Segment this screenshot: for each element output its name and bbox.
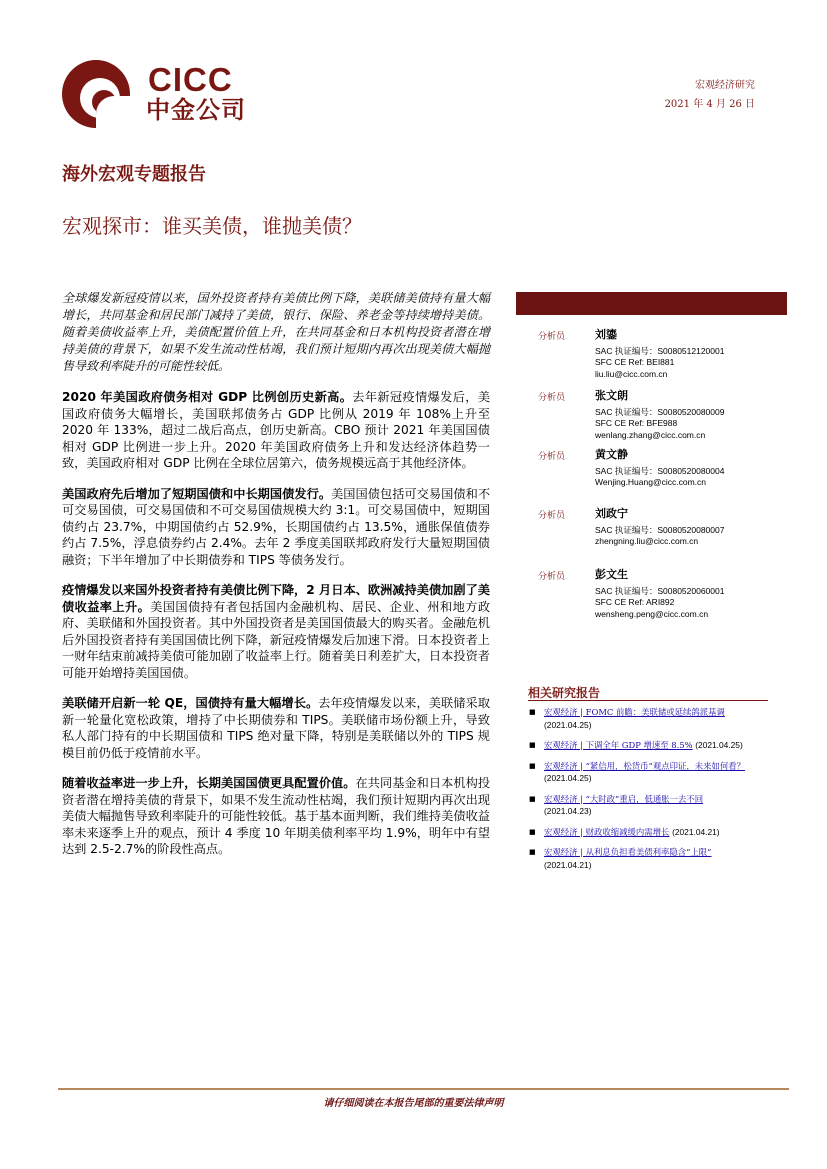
body-paragraph — [62, 775, 490, 858]
cicc-logo-icon — [60, 58, 132, 130]
related-report-date: (2021.04.21) — [672, 826, 720, 837]
list-item — [528, 760, 772, 785]
analyst-email[interactable]: Wenjing.Huang@cicc.com.cn — [595, 477, 706, 487]
paragraph-text: 美国国债持有者包括国内金融机构、居民、企业、州和地方政府、美联储和外国投资者。其中外国投资者是美国国债最大的购买者。金融危机后外国投资者持有美国国债比例下降，新冠疫情爆发后加速下滑。日本投资者上一财年结束前减持美债可能加剧了收益率上行。随着美日利差扩大，日本投资者可能开始增持美国国债。 — [62, 599, 491, 680]
footer-divider — [58, 1088, 789, 1090]
analyst-role: 分析员 — [538, 511, 566, 521]
paragraph-lead: 美国政府先后增加了短期国债和中长期国债发行。 — [62, 486, 332, 501]
analyst-sfc: SFC CE Ref: BEI881 — [595, 357, 675, 367]
logo-text-en: CICC — [148, 61, 233, 98]
list-item — [528, 793, 772, 818]
body-paragraph — [62, 486, 490, 569]
list-item — [528, 826, 772, 839]
sidebar-header-bar — [516, 292, 787, 315]
related-report-date: (2021.04.23) — [544, 806, 592, 816]
report-series: 海外宏观专题报告 — [62, 164, 206, 185]
list-item — [528, 739, 772, 752]
body-paragraph — [62, 582, 490, 681]
paragraph-lead: 2020 年美国政府债务相对 GDP 比例创历史新高。 — [62, 390, 353, 404]
list-item — [528, 846, 772, 871]
analyst-role: 分析员 — [538, 452, 566, 462]
paragraph-lead: 随着收益率进一步上升，长期美国国债更具配置价值。 — [62, 776, 356, 790]
analyst-sac: SAC 执证编号：S0080520080009 — [595, 407, 725, 417]
analyst-email[interactable]: wensheng.peng@cicc.com.cn — [595, 609, 709, 619]
analyst-name: 刘政宁 — [595, 507, 628, 520]
analyst-name: 黄文静 — [595, 448, 628, 461]
paragraph-lead: 疫情爆发以来国外投资者持有美债比例下降，2 月日本、欧洲减持美债加剧了美债收益率上升。 — [62, 583, 490, 614]
body-paragraph — [62, 389, 490, 472]
related-report-date: (2021.04.25) — [695, 740, 743, 750]
related-report-date: (2021.04.21) — [544, 859, 592, 870]
report-date: 2021 年 4 月 26 日 — [664, 99, 755, 110]
logo-text-cn: 中金公司 — [146, 96, 246, 124]
analyst-role: 分析员 — [538, 572, 566, 582]
analyst-role: 分析员 — [538, 393, 566, 403]
analyst-sfc: SFC CE Ref: BFE988 — [595, 418, 678, 428]
analyst-sac: SAC 执证编号：S0080520080004 — [595, 466, 725, 476]
report-type: 宏观经济研究 — [695, 80, 755, 91]
list-item — [528, 706, 772, 731]
paragraph-text: 在共同基金和日本机构投资者潜在增持美债的背景下，如果不发生流动性枯竭，我们预计短期内再次出现美债大幅抛售导致利率陡升的可能性较低。基于基本面判断，我们维持美债收益率未来逐季上升的观点，预计 4 季度 10 年期美债利率平均 1.9%，明年中有望达到 2.5-2.7%的阶段性高点。 — [62, 776, 491, 856]
paragraph-text: 美国国债包括可交易国债和不可交易国债，可交易国债和不可交易国债规模大约 3:1。可交易国债中，短期国债约占 23.7%，中期国债约占 52.9%，长期国债约占 13.5%，通胀保值债券约占 7.5%，浮息债券约占 2.4%。去年 2 季度美国联邦政府发行大量短期国债融资；下半年增加了中长期债券和 TIPS 等债务发行。 — [62, 486, 491, 567]
analyst-sac: SAC 执证编号：S0080512120001 — [595, 346, 725, 356]
related-report-date: (2021.04.25) — [544, 773, 592, 783]
paragraph-text: 去年疫情爆发以来，美联储采取新一轮量化宽松政策，增持了中长期债券和 TIPS。美联储市场份额上升，导致私人部门持有的中长期国债和 TIPS 绝对量下降，特别是美联储以外的 TIPS 规模目前仍低于疫情前水平。 — [62, 696, 491, 760]
related-report-date: (2021.04.25) — [544, 719, 592, 730]
analyst-role: 分析员 — [538, 332, 566, 342]
related-report-link[interactable]: 宏观经济 | “大时政”重启，低通胀一去不回 — [544, 793, 704, 804]
body-paragraph — [62, 695, 490, 761]
related-report-link[interactable]: 宏观经济 | 从利息负担看美债利率隐含“上限” — [544, 847, 712, 857]
analyst-sac: SAC 执证编号：S0080520080007 — [595, 525, 725, 535]
related-report-link[interactable]: 宏观经济 | 财政收缩减缓内需增长 — [544, 826, 670, 837]
analyst-name: 彭文生 — [595, 568, 628, 581]
paragraph-lead: 美联储开启新一轮 QE，国债持有量大幅增长。 — [62, 696, 319, 710]
analyst-name: 张文朗 — [595, 389, 628, 402]
analyst-name: 刘鎏 — [595, 328, 617, 341]
related-report-link[interactable]: 宏观经济 | FOMC 前瞻：美联储或延续鸽派基调 — [544, 707, 725, 717]
main-body — [62, 290, 490, 872]
analyst-email[interactable]: wenlang.zhang@cicc.com.cn — [595, 430, 706, 440]
related-reports-title: 相关研究报告 — [528, 686, 601, 700]
summary-paragraph: 全球爆发新冠疫情以来，国外投资者持有美债比例下降，美联储美债持有量大幅增长，共同基金和居民部门减持了美债，银行、保险、养老金等持续增持美债。随着美债收益率上升，美债配置价值上升，在共同基金和日本机构投资者潜在增持美债的背景下，如果不发生流动性枯竭，我们预计短期内再次出现美债大幅抛售导致利率陡升的可能性较低。 — [62, 291, 490, 373]
analyst-email[interactable]: zhengning.liu@cicc.com.cn — [595, 536, 699, 546]
related-report-link[interactable]: 宏观经济 | 下调全年 GDP 增速至 8.5% — [544, 740, 693, 750]
related-reports-list — [528, 706, 772, 879]
paragraph-text: 去年新冠疫情爆发后，美国政府债务大幅增长，美国联邦债务占 GDP 比例从 2019 年 108%上升至 2020 年 133%，超过二战后高点，创历史新高。CBO 预计 2021 年美国国债相对 GDP 比例进一步上升。2020 年美国政府债务上升和发达经济体趋势一致，美国政府相对 GDP 比例在全球位居第六，债务规模远高于其他经济体。 — [62, 390, 491, 470]
related-report-link[interactable]: 宏观经济 | “紧信用，松货币”观点印证，未来如何看？ — [544, 760, 745, 771]
legal-disclaimer-note: 请仔细阅读在本报告尾部的重要法律声明 — [323, 1098, 504, 1109]
related-reports-divider — [528, 700, 768, 701]
analyst-sfc: SFC CE Ref: ARI892 — [595, 597, 675, 607]
analyst-sac: SAC 执证编号：S0080520060001 — [595, 586, 725, 596]
page-title: 宏观探市：谁买美债，谁抛美债？ — [62, 214, 362, 238]
analyst-email[interactable]: liu.liu@cicc.com.cn — [595, 369, 668, 379]
